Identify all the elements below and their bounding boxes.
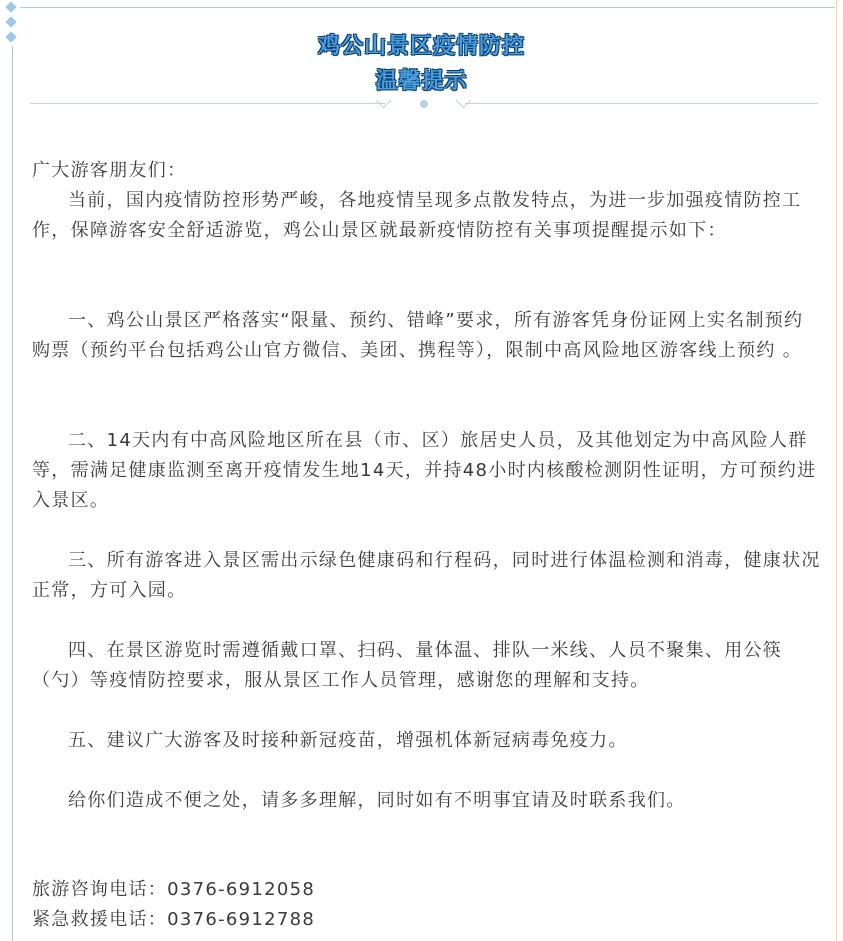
divider-chevron-icon — [376, 93, 392, 109]
divider-dot-icon — [420, 100, 428, 108]
notice-item-5: 五、建议广大游客及时接种新冠疫苗，增强机体新冠病毒免疫力。 — [68, 730, 628, 751]
notice-item-4: 四、在景区游览时需遵循戴口罩、扫码、量体温、排队一米线、人员不聚集、用公筷（勺）等疫情防控要求，服从景区工作人员管理，感谢您的理解和支持。 — [32, 640, 783, 691]
page-title: 鸡公山景区疫情防控 — [317, 34, 525, 59]
header-divider-right — [465, 103, 818, 104]
diamond-ornament-icon — [5, 1, 16, 12]
greeting: 广大游客朋友们： — [32, 160, 187, 181]
divider-chevron-icon — [456, 93, 472, 109]
notice-item-3: 三、所有游客进入景区需出示绿色健康码和行程码，同时进行体温检测和消毒，健康状况正常，方可入园。 — [32, 550, 821, 601]
diamond-ornament-icon — [5, 16, 16, 27]
header-divider-left — [30, 103, 385, 104]
closing-paragraph: 给你们造成不便之处，请多多理解，同时如有不明事宜请及时联系我们。 — [68, 790, 686, 811]
frame-right-line — [836, 0, 837, 941]
consult-phone: 旅游咨询电话：0376-6912058 — [32, 879, 316, 900]
notice-item-1: 一、鸡公山景区严格落实“限量、预约、错峰”要求，所有游客凭身份证网上实名制预约购票（预约平台包括鸡公山官方微信、美团、携程等），限制中高风险地区游客线上预约 。 — [32, 310, 804, 361]
notice-item-2: 二、14天内有中高风险地区所在县（市、区）旅居史人员，及其他划定为中高风险人群等，需满足健康监测至离开疫情发生地14天，并持48小时内核酸检测阴性证明，方可预约进入景区。 — [32, 430, 817, 511]
intro-paragraph: 当前，国内疫情防控形势严峻，各地疫情呈现多点散发特点，为进一步加强疫情防控工作，保障游客安全舒适游览，鸡公山景区就最新疫情防控有关事项提醒提示如下： — [32, 190, 802, 241]
frame-top-line — [20, 7, 835, 8]
rescue-phone: 紧急救援电话：0376-6912788 — [32, 909, 316, 930]
frame-left-line — [12, 46, 13, 941]
page-subtitle: 温馨提示 — [375, 69, 468, 94]
